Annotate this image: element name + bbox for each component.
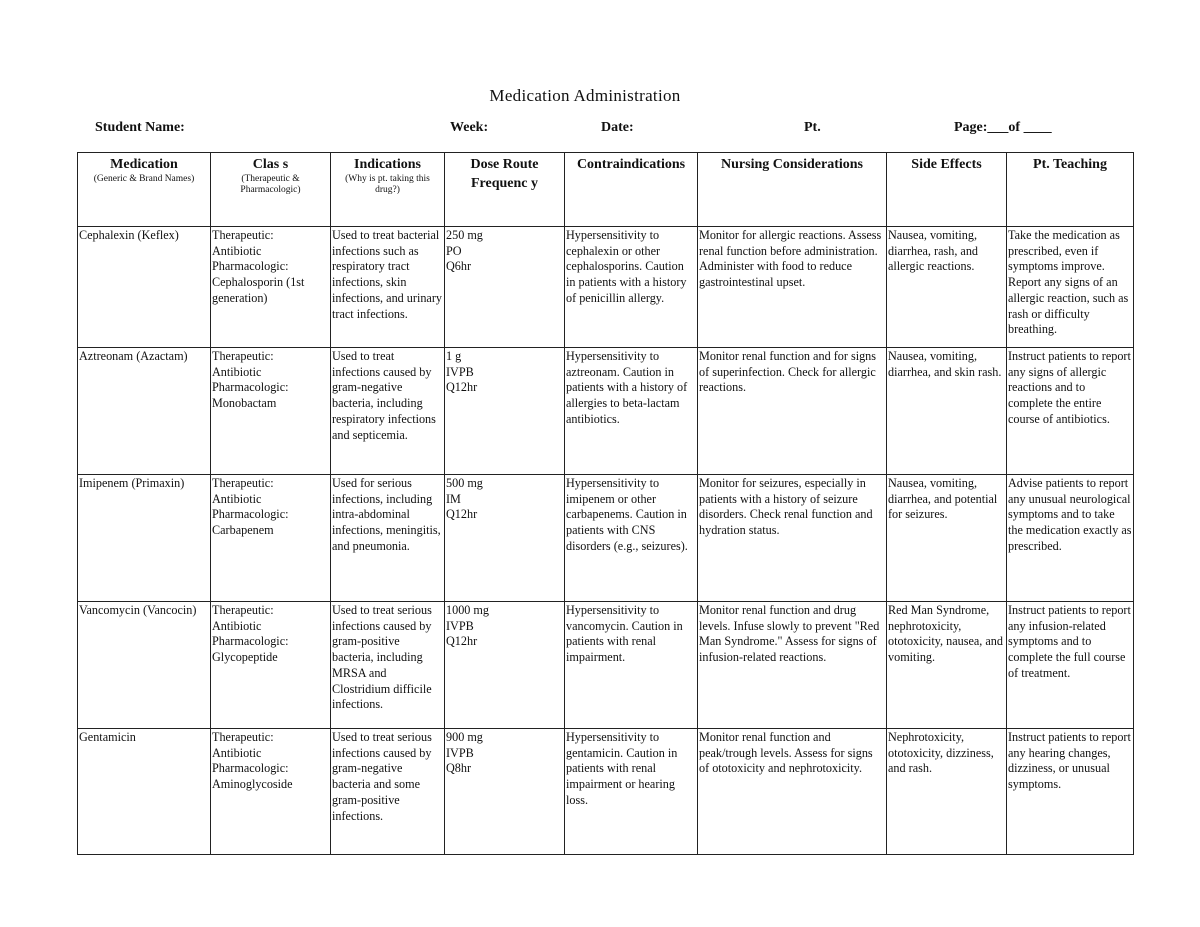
date-label: Date:	[601, 120, 634, 135]
cell-contraindications: Hypersensitivity to imipenem or other carbapenems. Caution in patients with CNS disorders (e.g., seizures).	[565, 475, 698, 602]
cell-dose: 250 mg PO Q6hr	[445, 227, 565, 348]
cell-teaching: Instruct patients to report any hearing changes, dizziness, or unusual symptoms.	[1007, 729, 1134, 855]
cell-medication: Cephalexin (Keflex)	[78, 227, 211, 348]
cell-indications: Used to treat serious infections caused by gram-negative bacteria and some gram-positive infections.	[331, 729, 445, 855]
table-row	[78, 348, 1134, 475]
cell-teaching: Take the medication as prescribed, even if symptoms improve. Report any signs of an allergic reaction, such as rash or difficulty breathing.	[1007, 227, 1134, 348]
week-label: Week:	[450, 120, 489, 135]
cell-contraindications: Hypersensitivity to aztreonam. Caution in patients with a history of allergies to beta-lactam antibiotics.	[565, 348, 698, 475]
cell-indications: Used to treat bacterial infections such as respiratory tract infections, skin infections, and urinary tract infections.	[331, 227, 445, 348]
page-title: Medication Administration	[489, 86, 681, 105]
student-name-label: Student Name:	[95, 120, 185, 135]
cell-medication: Vancomycin (Vancocin)	[78, 602, 211, 729]
table-row	[78, 729, 1134, 855]
header-class: Clas s (Therapeutic & Pharmacologic)	[211, 153, 331, 227]
cell-indications: Used to treat serious infections caused by gram-positive bacteria, including MRSA and Clostridium difficile infections.	[331, 602, 445, 729]
header-dose-route-frequency: Dose Route Frequenc y	[445, 153, 565, 227]
cell-dose: 1 g IVPB Q12hr	[445, 348, 565, 475]
medication-table	[77, 152, 1134, 855]
cell-indications: Used for serious infections, including intra-abdominal infections, meningitis, and pneumonia.	[331, 475, 445, 602]
cell-side-effects: Nephrotoxicity, ototoxicity, dizziness, and rash.	[887, 729, 1007, 855]
header-indications: Indications (Why is pt. taking this drug?)	[331, 153, 445, 227]
cell-class: Therapeutic: Antibiotic Pharmacologic: Glycopeptide	[211, 602, 331, 729]
table-header-row	[78, 153, 1134, 227]
cell-class: Therapeutic: Antibiotic Pharmacologic: Cephalosporin (1st generation)	[211, 227, 331, 348]
cell-teaching: Instruct patients to report any signs of allergic reactions and to complete the entire course of antibiotics.	[1007, 348, 1134, 475]
header-pt-teaching: Pt. Teaching	[1007, 153, 1134, 227]
cell-contraindications: Hypersensitivity to gentamicin. Caution in patients with renal impairment or hearing loss.	[565, 729, 698, 855]
header-medication: Medication (Generic & Brand Names)	[78, 153, 211, 227]
cell-nursing: Monitor renal function and drug levels. Infuse slowly to prevent "Red Man Syndrome." Assess for signs of infusion-related reactions.	[698, 602, 887, 729]
cell-nursing: Monitor renal function and for signs of superinfection. Check for allergic reactions.	[698, 348, 887, 475]
cell-medication: Aztreonam (Azactam)	[78, 348, 211, 475]
cell-side-effects: Nausea, vomiting, diarrhea, and skin rash.	[887, 348, 1007, 475]
cell-medication: Imipenem (Primaxin)	[78, 475, 211, 602]
cell-dose: 500 mg IM Q12hr	[445, 475, 565, 602]
cell-side-effects: Red Man Syndrome, nephrotoxicity, ototoxicity, nausea, and vomiting.	[887, 602, 1007, 729]
header-side-effects: Side Effects	[887, 153, 1007, 227]
cell-class: Therapeutic: Antibiotic Pharmacologic: Monobactam	[211, 348, 331, 475]
cell-contraindications: Hypersensitivity to vancomycin. Caution in patients with renal impairment.	[565, 602, 698, 729]
table-row	[78, 475, 1134, 602]
cell-medication: Gentamicin	[78, 729, 211, 855]
page-number-label: Page:___of ____	[954, 120, 1052, 135]
cell-nursing: Monitor for seizures, especially in patients with a history of seizure disorders. Check renal function and hydration status.	[698, 475, 887, 602]
pt-label: Pt.	[804, 120, 821, 135]
cell-class: Therapeutic: Antibiotic Pharmacologic: Aminoglycoside	[211, 729, 331, 855]
cell-teaching: Advise patients to report any unusual neurological symptoms and to take the medication exactly as prescribed.	[1007, 475, 1134, 602]
cell-side-effects: Nausea, vomiting, diarrhea, rash, and allergic reactions.	[887, 227, 1007, 348]
cell-nursing: Monitor renal function and peak/trough levels. Assess for signs of ototoxicity and nephrotoxicity.	[698, 729, 887, 855]
header-contraindications: Contraindications	[565, 153, 698, 227]
header-nursing-considerations: Nursing Considerations	[698, 153, 887, 227]
cell-side-effects: Nausea, vomiting, diarrhea, and potential for seizures.	[887, 475, 1007, 602]
cell-class: Therapeutic: Antibiotic Pharmacologic: Carbapenem	[211, 475, 331, 602]
cell-nursing: Monitor for allergic reactions. Assess renal function before administration. Administer with food to reduce gastrointestinal upset.	[698, 227, 887, 348]
table-row	[78, 227, 1134, 348]
table-row	[78, 602, 1134, 729]
cell-teaching: Instruct patients to report any infusion-related symptoms and to complete the full course of treatment.	[1007, 602, 1134, 729]
cell-indications: Used to treat infections caused by gram-negative bacteria, including respiratory infections and septicemia.	[331, 348, 445, 475]
cell-dose: 1000 mg IVPB Q12hr	[445, 602, 565, 729]
cell-contraindications: Hypersensitivity to cephalexin or other cephalosporins. Caution in patients with a history of penicillin allergy.	[565, 227, 698, 348]
cell-dose: 900 mg IVPB Q8hr	[445, 729, 565, 855]
